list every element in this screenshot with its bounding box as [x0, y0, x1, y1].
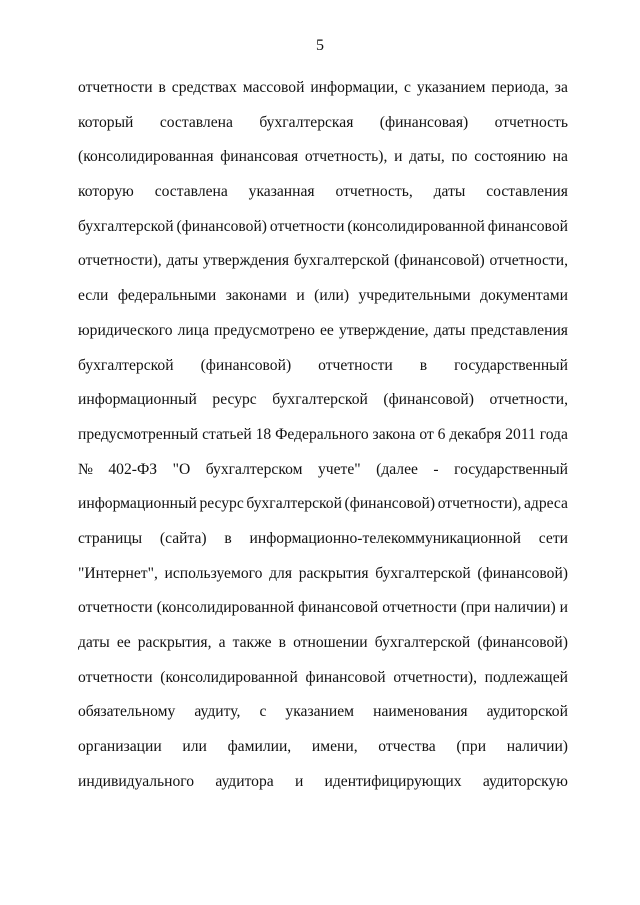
word: отчетности, [489, 252, 568, 270]
word: аудиторскую [482, 772, 568, 790]
word: который [78, 113, 134, 131]
word: наименования [373, 703, 468, 721]
word: периода, [491, 79, 549, 96]
word: массовой [242, 79, 305, 96]
word: наличии) [506, 738, 568, 756]
word: утверждение, [338, 321, 429, 339]
text-line [78, 424, 568, 459]
word: для [269, 564, 293, 582]
word: отношении [293, 634, 368, 651]
word: 402-ФЗ [108, 460, 158, 478]
word: (финансовой) [394, 252, 485, 270]
text-line [78, 320, 568, 355]
word: с [404, 79, 411, 96]
document-body-text [78, 77, 568, 805]
word: бухгалтерской [78, 356, 174, 374]
word: 6 [437, 425, 446, 443]
text-line [78, 597, 568, 632]
text-line [78, 250, 568, 285]
word: бухгалтерском [205, 460, 303, 478]
text-line [78, 216, 568, 251]
word: закона [372, 425, 416, 443]
word: (консолидированной [160, 668, 298, 686]
text-line [78, 493, 568, 528]
word: - [433, 460, 439, 478]
word: финансовой [305, 668, 386, 686]
word: даты [166, 252, 199, 270]
word: (финансовой) [200, 356, 292, 374]
word: представления [470, 321, 568, 339]
word: от [419, 425, 434, 443]
word: законами [225, 287, 287, 305]
word: указанием [285, 703, 355, 721]
word: бухгалтерской [246, 495, 342, 513]
word: организации [78, 738, 162, 756]
text-line [78, 667, 568, 702]
word: отчетности [78, 79, 153, 96]
text-line [78, 771, 568, 806]
word: учете" [317, 460, 361, 478]
word: финансовая [220, 148, 299, 166]
word: указанная [248, 183, 315, 201]
word: декабря [449, 425, 502, 443]
word: составления [486, 183, 568, 201]
word: ресурс [199, 495, 244, 513]
word: (финансовой) [477, 564, 568, 582]
word: используемого [164, 564, 263, 582]
word: (финансовой) [477, 634, 568, 651]
word: даты [433, 321, 466, 339]
text-line [78, 528, 568, 563]
word: отчетность), [304, 148, 388, 166]
word: аудиту, [194, 703, 241, 721]
word: отчетности [269, 217, 345, 235]
word: подлежащей [484, 668, 568, 686]
text-line [78, 112, 568, 147]
text-line [78, 389, 568, 424]
word: раскрытия [298, 564, 369, 582]
word: государственный [454, 460, 568, 478]
word: 2011 [505, 425, 536, 443]
word: бухгалтерская [259, 113, 354, 131]
word: (далее [376, 460, 418, 478]
word: фамилии, [227, 738, 292, 756]
word: страницы [78, 529, 143, 547]
word: составлена [154, 183, 228, 201]
word: даты, [409, 148, 445, 166]
word: (сайта) [159, 529, 207, 547]
word: бухгалтерской [272, 391, 368, 409]
word: указанием [416, 79, 486, 96]
word: отчетности [78, 668, 153, 686]
text-line [78, 632, 568, 667]
word: информационный [78, 391, 197, 409]
word: имени, [311, 738, 358, 756]
word: государственный [454, 356, 568, 374]
word: адреса [523, 495, 568, 513]
word: отчетность, [335, 183, 413, 201]
word: "Интернет", [78, 564, 158, 582]
word: отчетности), [393, 668, 477, 686]
word: статьей [202, 425, 252, 443]
word: (финансовой) [383, 391, 474, 409]
word: "О [172, 460, 191, 478]
word: информации, [310, 79, 399, 96]
text-line [78, 736, 568, 771]
word: отчетности [318, 356, 393, 374]
word: в [419, 356, 428, 374]
word: если [78, 287, 109, 305]
word: также [232, 634, 272, 651]
word: отчества [378, 738, 436, 756]
word: информационно-телекоммуникационной [249, 529, 522, 547]
word: бухгалтерской [293, 252, 390, 270]
word: и [294, 772, 304, 790]
text-line [78, 459, 568, 494]
word: за [554, 79, 568, 96]
word: средствах [171, 79, 237, 96]
word: отчетности, [489, 391, 568, 409]
text-line [78, 285, 568, 320]
word: в [158, 79, 166, 96]
word: утверждения [202, 252, 290, 270]
word: идентифицирующих [324, 772, 462, 790]
word: наличии) [494, 599, 556, 617]
word: № [78, 460, 93, 478]
word: (при [456, 738, 487, 756]
word: составлена [159, 113, 233, 131]
word: а [218, 634, 226, 651]
word: федеральными [117, 287, 217, 305]
word: юридического [78, 321, 173, 339]
word: сети [538, 529, 568, 547]
text-line [78, 146, 568, 181]
word: которую [78, 183, 134, 201]
word: состоянию [474, 148, 546, 166]
word: с [259, 703, 267, 721]
word: (консолидированной [156, 599, 295, 617]
word: или [182, 738, 207, 756]
word: (консолидированная [78, 148, 214, 166]
word: предусмотренный [78, 425, 199, 443]
page-number: 5 [316, 37, 324, 54]
text-line [78, 181, 568, 216]
word: аудиторской [486, 703, 568, 721]
text-line [78, 77, 568, 112]
word: бухгалтерской [78, 217, 174, 235]
word: финансовой [487, 217, 568, 235]
word: 18 [255, 425, 272, 443]
word: лица [177, 321, 210, 339]
word: (финансовая) [379, 113, 469, 131]
word: индивидуального [78, 772, 195, 790]
word: на [552, 148, 568, 166]
word: ее [320, 321, 334, 339]
word: предусмотрено [214, 321, 315, 339]
word: информационный [78, 495, 197, 513]
word: по [451, 148, 468, 166]
word: и [296, 287, 305, 305]
word: документами [480, 287, 568, 305]
word: отчетности), [437, 495, 522, 513]
word: учредительными [358, 287, 471, 305]
word: Федерального [275, 425, 369, 443]
word: отчетности), [78, 252, 162, 270]
word: (финансовой) [344, 495, 436, 513]
text-line [78, 563, 568, 598]
word: обязательному [78, 703, 176, 721]
word: в [278, 634, 287, 651]
word: (при [460, 599, 491, 617]
word: отчетность [494, 113, 568, 131]
word: в [224, 529, 232, 547]
word: аудитора [215, 772, 274, 790]
word: (финансовой) [176, 217, 267, 235]
word: года [539, 425, 568, 443]
word: и [559, 599, 568, 617]
text-line [78, 701, 568, 736]
word: даты [433, 183, 466, 201]
word: (консолидированной [347, 217, 485, 235]
text-line [78, 355, 568, 390]
word: и [394, 148, 403, 166]
word: даты [78, 634, 110, 651]
word: отчетности [382, 599, 457, 617]
word: ресурс [212, 391, 257, 409]
word: отчетности [78, 599, 153, 617]
word: раскрытия, [137, 634, 212, 651]
word: (или) [314, 287, 350, 305]
word: ее [116, 634, 131, 651]
word: бухгалтерской [374, 634, 471, 651]
word: бухгалтерской [375, 564, 471, 582]
word: финансовой [298, 599, 379, 617]
